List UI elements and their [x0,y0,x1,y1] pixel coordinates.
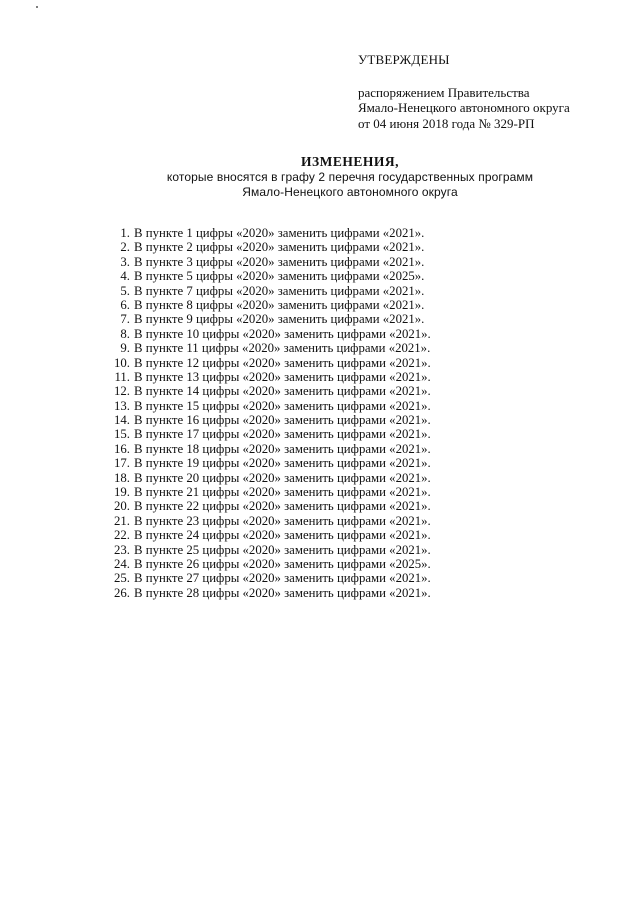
list-item-number: 12. [114,384,130,399]
approval-line: Ямало-Ненецкого автономного округа [358,100,570,115]
list-item-number: 20. [114,499,130,514]
list-item-text: В пункте 28 цифры «2020» заменить цифрами «2021». [134,585,431,600]
list-item-text: В пункте 2 цифры «2020» заменить цифрами «2021». [134,240,425,255]
list-item-number: 1. [120,226,130,240]
list-item-text: В пункте 20 цифры «2020» заменить цифрами «2021». [134,470,431,485]
list-item-text: В пункте 1 цифры «2020» заменить цифрами «2021». [134,226,425,240]
approval-block [358,52,628,131]
list-item-number: 16. [114,441,130,456]
list-item-text: В пункте 22 цифры «2020» заменить цифрами «2021». [134,499,431,514]
list-item-text: В пункте 27 цифры «2020» заменить цифрами «2021». [134,571,431,586]
list-item-text: В пункте 24 цифры «2020» заменить цифрами «2021». [134,528,431,543]
list-item-text: В пункте 7 цифры «2020» заменить цифрами «2021». [134,283,425,298]
list-item-text: В пункте 18 цифры «2020» заменить цифрами «2021». [134,441,431,456]
list-item [110,499,431,513]
list-item-text: В пункте 14 цифры «2020» заменить цифрами «2021». [134,384,431,399]
list-item-number: 4. [120,269,130,284]
list-item-text: В пункте 17 цифры «2020» заменить цифрами «2021». [134,427,431,442]
list-item-number: 18. [114,470,130,485]
list-item [110,427,431,441]
list-item [110,240,431,254]
list-item-text: В пункте 16 цифры «2020» заменить цифрами «2021». [134,413,431,428]
list-item-number: 21. [114,513,130,528]
list-item-text: В пункте 26 цифры «2020» заменить цифрами «2025». [134,556,431,571]
list-item-number: 3. [120,254,130,269]
list-item [110,471,431,485]
list-item-number: 17. [114,456,130,471]
list-item [110,384,431,398]
changes-list [110,226,431,600]
list-item-number: 6. [120,297,130,312]
document-title: ИЗМЕНЕНИЯ, [300,154,399,169]
list-item [110,543,431,557]
list-item [110,413,431,427]
list-item-number: 5. [120,283,130,298]
list-item-number: 24. [114,556,130,571]
list-item [110,571,431,585]
list-item [110,456,431,470]
list-item [110,226,431,240]
list-item [110,485,431,499]
list-item-text: В пункте 9 цифры «2020» заменить цифрами «2021». [134,312,425,327]
list-item-number: 23. [114,542,130,557]
list-item-text: В пункте 12 цифры «2020» заменить цифрами «2021». [134,355,431,370]
list-item [110,356,431,370]
scan-artifact-dot [36,6,38,8]
list-item-number: 10. [114,355,130,370]
list-item [110,442,431,456]
list-item-text: В пункте 8 цифры «2020» заменить цифрами «2021». [134,297,425,312]
list-item [110,341,431,355]
list-item [110,586,431,600]
list-item-text: В пункте 25 цифры «2020» заменить цифрами «2021». [134,542,431,557]
list-item-text: В пункте 3 цифры «2020» заменить цифрами «2021». [134,254,425,269]
list-item-text: В пункте 15 цифры «2020» заменить цифрами «2021». [134,398,431,413]
list-item-number: 22. [114,528,130,543]
list-item-text: В пункте 10 цифры «2020» заменить цифрами «2021». [134,326,431,341]
list-item-number: 2. [120,240,130,255]
list-item-number: 26. [114,585,130,600]
list-item-text: В пункте 21 цифры «2020» заменить цифрами «2021». [134,485,431,500]
approval-line: распоряжением Правительства [358,84,530,100]
list-item [110,312,431,326]
list-item-number: 11. [114,369,130,384]
list-item [110,514,431,528]
list-item [110,298,431,312]
list-item-text: В пункте 13 цифры «2020» заменить цифрами «2021». [134,369,431,384]
list-item-text: В пункте 5 цифры «2020» заменить цифрами «2025». [134,269,425,284]
list-item-number: 19. [114,485,130,500]
list-item [110,284,431,298]
list-item-number: 25. [114,571,130,586]
list-item [110,399,431,413]
list-item-number: 15. [114,427,130,442]
list-item [110,269,431,283]
list-item [110,528,431,542]
document-title-block [100,154,600,200]
approval-date-line: от 04 июня 2018 года № 329-РП [358,115,535,131]
list-item-number: 13. [114,398,130,413]
document-subtitle: Ямало-Ненецкого автономного округа [242,185,458,199]
list-item-number: 14. [114,413,130,428]
list-item [110,255,431,269]
approval-stamp: УТВЕРЖДЕНЫ [358,52,450,67]
list-item-number: 7. [120,312,130,327]
list-item [110,327,431,341]
list-item [110,370,431,384]
list-item [110,557,431,571]
list-item-text: В пункте 11 цифры «2020» заменить цифрами «2021». [134,341,431,356]
list-item-number: 9. [120,341,130,356]
document-subtitle: которые вносятся в графу 2 перечня государственных программ [166,170,534,184]
list-item-number: 8. [120,326,130,341]
list-item-text: В пункте 23 цифры «2020» заменить цифрами «2021». [134,513,431,528]
list-item-text: В пункте 19 цифры «2020» заменить цифрами «2021». [134,456,431,471]
